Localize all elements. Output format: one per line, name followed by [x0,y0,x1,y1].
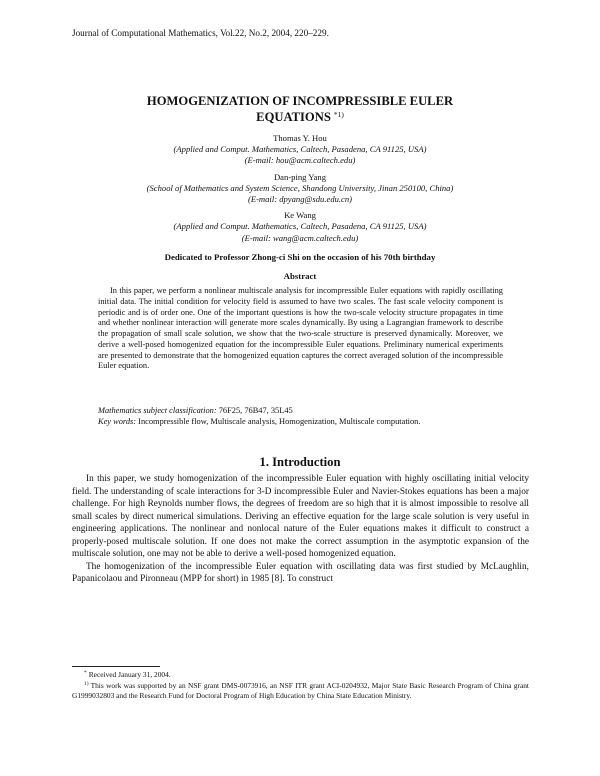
msc-line [98,406,503,417]
footnote-rule [72,666,160,667]
author-name: Thomas Y. Hou [273,133,327,143]
footnote-mark: * [84,670,87,676]
author-block [0,133,600,244]
footnote [72,680,529,701]
journal-header: Journal of Computational Mathematics, Vol.22, No.2, 2004, 220–229. [72,28,329,38]
dedication: Dedicated to Professor Zhong-ci Shi on the occasion of his 70th birthday [164,252,436,262]
footnote-text: Received January 31, 2004. [88,670,171,679]
paragraph: The homogenization of the incompressible Euler equation with oscillating data was first studied by McLaughlin, Papanicolaou and Pironneau (MPP for short) in 1985 [8]. To construct [72,561,529,585]
title-footnote-mark: *1) [333,110,344,119]
keywords-value: Incompressible flow, Multiscale analysis, Homogenization, Multiscale computation. [138,416,421,426]
author-affiliation: (Applied and Comput. Mathematics, Caltech, Pasadena, CA 91125, USA) [173,221,427,232]
title-line-2 [0,108,600,124]
msc-value: 76F25, 76B47, 35L45 [218,406,293,415]
abstract-body [98,286,503,372]
keywords-label: Key words: [98,416,137,426]
author-name: Dan-ping Yang [273,171,327,182]
footnote-mark: 1) [84,680,89,687]
body-text [72,473,529,586]
title-line-1: HOMOGENIZATION OF INCOMPRESSIBLE EULER [146,94,454,108]
author-email: (E-mail: dpyang@sdu.edu.cn) [247,194,353,205]
keywords-line [98,417,503,428]
footnote-text: This work was supported by an NSF grant DMS-0073916, an NSF ITR grant ACI-0204932, Major State Basic Research Program of China grant G1999032803 and the Research Fund for Doctoral Program of High Education by China State Education Ministry. [72,680,529,700]
author-name: Ke Wang [284,210,316,221]
author-email: (E-mail: hou@acm.caltech.edu) [244,155,356,166]
section-heading: 1. Introduction [259,455,341,469]
msc-label: Mathematics subject classification: [98,406,217,415]
author-email: (E-mail: wang@acm.caltech.edu) [241,232,359,243]
title-line-2-text: EQUATIONS [256,110,331,124]
footnotes [72,669,529,700]
abstract-text: In this paper, we perform a nonlinear multiscale analysis for incompressible Euler equations with rapidly oscillating initial data. The initial condition for velocity field is assumed to have two scales. The fast scale velocity component is periodic and is of order one. One of the important questions is how the two-scale velocity structure propagates in time and whether nonlinear interaction will generate more scales dynamically. By using a Lagrangian framework to describe the propagation of small scale solution, we show that the two-scale structure is preserved dynamically. Moreover, we derive a well-posed homogenized equation for the incompressible Euler equations. Preliminary numerical experiments are presented to demonstrate that the homogenized equation captures the correct averaged solution of the incompressible Euler equation. [98,286,503,371]
classification-block [98,406,503,428]
abstract-heading: Abstract [283,271,317,281]
paper-title [0,94,600,124]
paragraph: In this paper, we study homogenization of the incompressible Euler equation with highly oscillating initial velocity field. The understanding of scale interactions for 3-D incompressible Euler and Navier-Stokes equations has been a major challenge. For high Reynolds number flows, the degrees of freedom are so high that it is almost impossible to resolve all small scales by direct numerical simulations. Deriving an effective equation for the large scale solution is very useful in engineering applications. The nonlinear and nonlocal nature of the Euler equations makes it difficult to construct a properly-posed multiscale solution. If one does not make the correct assumption in the asymptotic expansion of the multiscale solution, one may not be able to derive a well-posed homogenized equation. [72,474,529,560]
author-affiliation: (School of Mathematics and System Science, Shandong University, Jinan 250100, China) [146,182,454,193]
footnote [72,669,529,680]
author-affiliation: (Applied and Comput. Mathematics, Caltech, Pasadena, CA 91125, USA) [173,144,427,155]
